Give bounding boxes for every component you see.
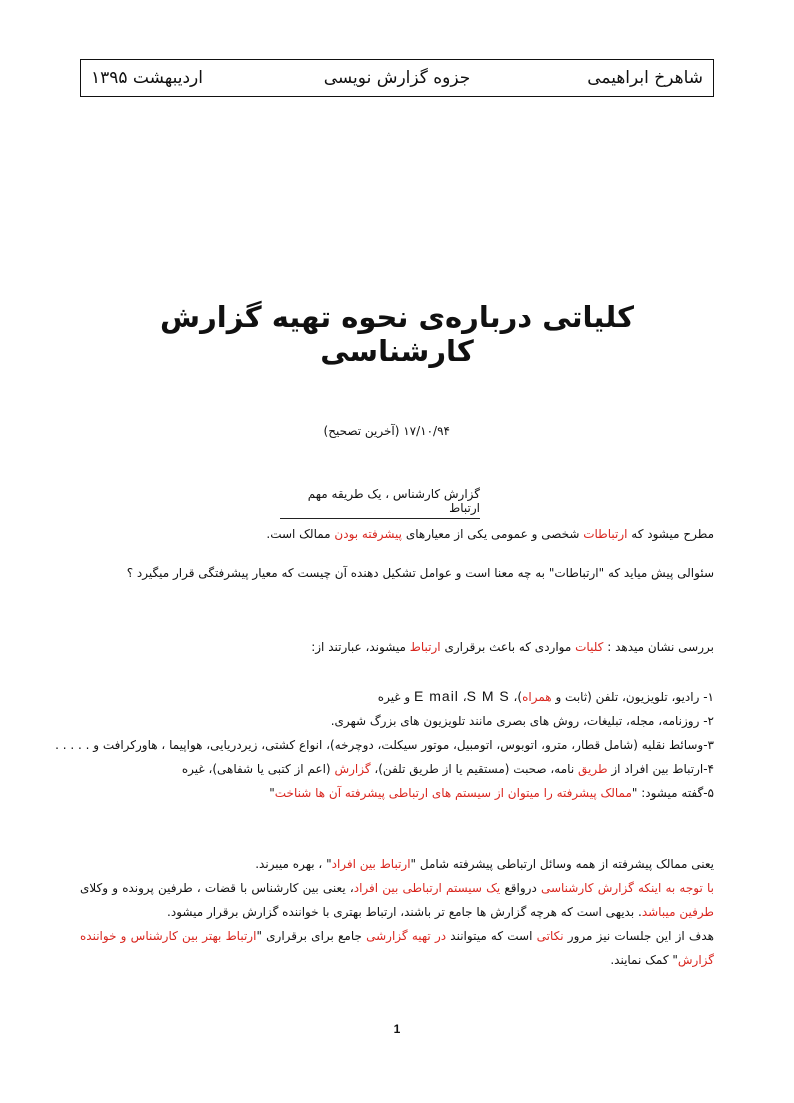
closing1-text-a: یعنی ممالک پیشرفته از همه وسائل ارتباطی پیشرفته شامل " — [410, 857, 714, 871]
list-item: ۳-وسائط نقلیه (شامل قطار، مترو، اتوبوس، اتومبیل، موتور سیکلت، دوچرخه)، انواع کشتی، زیردریایی، هواپیما ، هاورکرافت و . . . . . — [55, 738, 714, 752]
closing3-text-g: " کمک نمایند. — [610, 953, 678, 967]
paragraph-1 — [74, 523, 714, 545]
item5-highlight-quote: ممالک پیشرفته را میتوان از سیستم های ارتباطی پیشرفته آن ها شناخت — [274, 786, 632, 800]
document-title: کلیاتی درباره‌ی نحوه تهیه گزارش کارشناسی — [160, 300, 634, 368]
section-subheading: گزارش کارشناس ، یک طریقه مهم ارتباط — [280, 487, 480, 519]
revision-date: ۱۷/۱۰/۹۴ (آخرین تصحیح) — [323, 424, 450, 438]
item4-text-a: ۴-ارتباط بین افراد از — [607, 762, 714, 776]
paragraph-2: سئوالی پیش میاید که "ارتباطات" به چه معنا است و عوامل تشکیل دهنده آن چیست که معیار پیشرفتگی قرار میگیرد ؟ — [126, 566, 714, 580]
item5-text-c: " — [269, 786, 275, 800]
p3-text-c: مواردی که باعث برقراری — [440, 640, 576, 654]
closing2-text-b: درواقع — [500, 881, 541, 895]
item4-highlight-report: گزارش — [334, 762, 371, 776]
item1-text-g: و غیره — [377, 690, 415, 704]
closing2-highlight-system: یک سیستم ارتباطی بین افراد — [353, 881, 501, 895]
item1-text-c: )، — [509, 690, 523, 704]
list-item — [74, 757, 714, 781]
item1-email: E mail — [414, 688, 459, 704]
p1-text-c: شخصی و عمومی یکی از معیارهای — [402, 527, 584, 541]
closing2-text-f: . بدیهی است که هرچه گزارش ها جامع تر باشند، ارتباط بهتری با خواننده گزارش برقرار میشود. — [167, 905, 642, 919]
p3-highlight-generalities: کلیات — [575, 640, 604, 654]
page-number: 1 — [393, 1022, 401, 1036]
closing1-text-c: " ، بهره میبرند. — [255, 857, 332, 871]
closing2-text-d: ، یعنی بین کارشناس با قضات ، طرفین پرونده و وکلای — [80, 881, 354, 895]
closing3-text-c: است که میتوانند — [446, 929, 537, 943]
item1-sms: S M S — [466, 688, 510, 704]
closing-paragraph-3 — [80, 924, 714, 972]
paragraph-3 — [74, 636, 714, 658]
header-author: شاهرخ ابراهیمی — [587, 68, 703, 88]
closing-section — [80, 852, 714, 972]
closing3-highlight-points: نکاتی — [536, 929, 564, 943]
item1-text-a: ۱- رادیو، تلویزیون، تلفن (ثابت و — [551, 690, 714, 704]
header-box — [80, 59, 714, 97]
item1-text-e: ، — [458, 690, 467, 704]
p3-text-e: میشوند، عبارتند از: — [311, 640, 410, 654]
closing2-highlight-parties: طرفین میباشد — [641, 905, 714, 919]
closing-paragraph-2 — [80, 876, 714, 924]
list-item — [74, 684, 714, 709]
list-item: ۲- روزنامه، مجله، تبلیغات، روش های بصری مانند تلویزیون های بزرگ شهری. — [330, 714, 714, 728]
p1-highlight-advanced: پیشرفته بودن — [334, 527, 403, 541]
closing-paragraph-1 — [80, 852, 714, 876]
item4-text-e: (اعم از کتبی یا شفاهی)، غیره — [181, 762, 335, 776]
header-subject: جزوه گزارش نویسی — [323, 68, 471, 88]
closing1-highlight-interpersonal: ارتباط بین افراد — [331, 857, 411, 871]
header-date: اردیبهشت ۱۳۹۵ — [91, 68, 203, 88]
item4-text-c: نامه، صحبت (مستقیم یا از طریق تلفن)، — [370, 762, 578, 776]
closing3-text-e: جامع برای برقراری " — [256, 929, 367, 943]
communication-means-list — [55, 684, 714, 805]
item5-text-a: ۵-گفته میشود: " — [631, 786, 714, 800]
closing2-highlight-expert-report: با توجه به اینکه گزارش کارشناسی — [540, 881, 714, 895]
p1-highlight-communications: ارتباطات — [583, 527, 628, 541]
p1-text-a: مطرح میشود که — [627, 527, 714, 541]
item1-highlight-mobile: همراه — [522, 690, 552, 704]
p3-highlight-connection: ارتباط — [409, 640, 441, 654]
list-item — [74, 781, 714, 805]
closing3-text-a: هدف از این جلسات نیز مرور — [563, 929, 714, 943]
closing3-highlight-preparing: در تهیه گزارشی — [366, 929, 447, 943]
closing3-highlight-better-connection: ارتباط بهتر بین کارشناس و خواننده گزارش — [80, 929, 714, 967]
p3-text-a: بررسی نشان میدهد : — [603, 640, 714, 654]
item4-highlight-way: طریق — [577, 762, 608, 776]
p1-text-e: ممالک است. — [266, 527, 335, 541]
